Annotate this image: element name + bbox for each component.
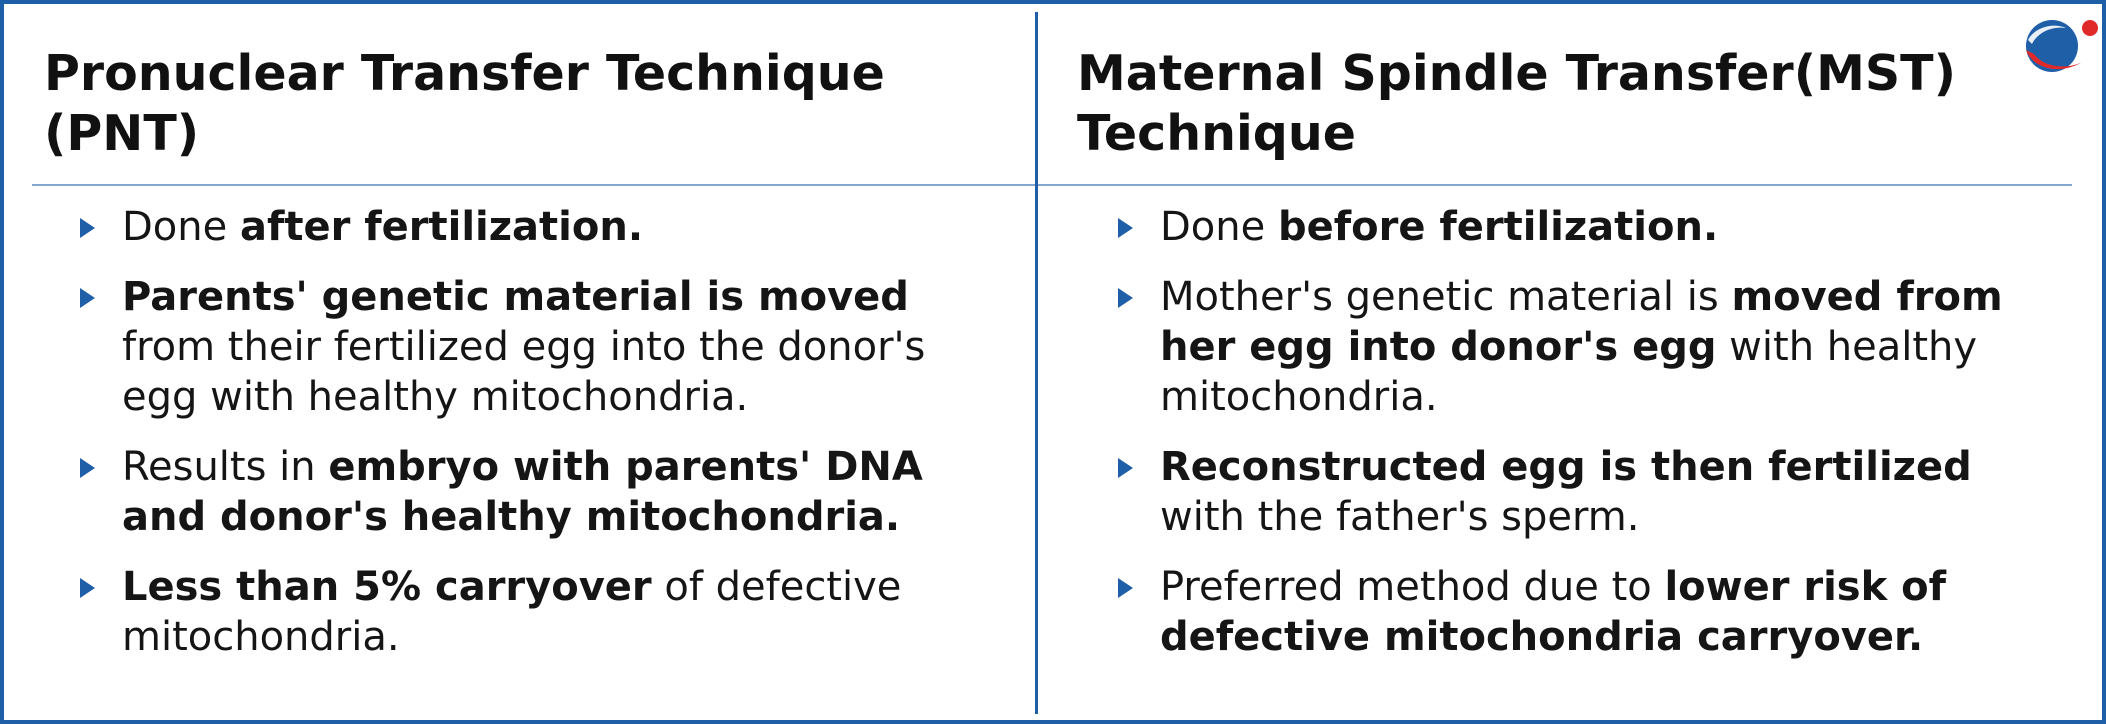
bullet-text: with the father's sperm. <box>1160 494 1640 540</box>
bullet-triangle-icon <box>1118 458 1133 478</box>
mst-bullet-list <box>1118 202 2038 682</box>
bullet-text: Done <box>1160 204 1278 250</box>
bullet-triangle-icon <box>1118 218 1133 238</box>
bullet-triangle-icon <box>1118 578 1133 598</box>
brand-logo-icon <box>2012 10 2104 84</box>
mst-bullet-item <box>1118 442 2038 542</box>
bullet-triangle-icon <box>80 288 95 308</box>
pnt-bullet-item <box>80 442 1000 542</box>
bullet-triangle-icon <box>80 578 95 598</box>
bullet-text-bold: before fertilization. <box>1277 204 1719 250</box>
mst-heading: Maternal Spindle Transfer(MST) Technique <box>1077 45 1956 162</box>
bullet-text: Mother's genetic material is <box>1160 274 1732 320</box>
pnt-bullet-item <box>80 562 1000 662</box>
bullet-text-bold: Reconstructed egg is then fertilized <box>1160 444 1972 490</box>
bullet-text: Preferred method due to <box>1160 564 1665 610</box>
bullet-text-bold: after fertilization. <box>239 204 644 250</box>
bullet-triangle-icon <box>80 218 95 238</box>
bullet-text: Results in <box>122 444 329 490</box>
pnt-bullet-list <box>80 202 1000 682</box>
pnt-heading: Pronuclear Transfer Technique (PNT) <box>44 45 885 162</box>
header-divider <box>32 184 2072 186</box>
bullet-text-bold: Parents' genetic material is moved <box>122 274 909 320</box>
bullet-text-bold: embryo with parents' DNA and donor's healthy mitochondria. <box>122 444 923 540</box>
bullet-text-bold: lower risk of defective mitochondria carryover. <box>1160 564 1947 660</box>
bullet-text: with healthy mitochondria. <box>1160 324 1978 420</box>
bullet-text-bold: moved from her egg into donor's egg <box>1160 274 2003 370</box>
pnt-bullet-item <box>80 202 1000 252</box>
bullet-triangle-icon <box>1118 288 1133 308</box>
pnt-bullet-item <box>80 272 1000 422</box>
column-divider <box>1035 12 1038 714</box>
bullet-text: Done <box>122 204 240 250</box>
bullet-text: from their fertilized egg into the donor's egg with healthy mitochondria. <box>122 324 926 420</box>
mst-bullet-item <box>1118 202 2038 252</box>
bullet-text-bold: Less than 5% carryover <box>122 564 652 610</box>
mst-bullet-item <box>1118 562 2038 662</box>
bullet-triangle-icon <box>80 458 95 478</box>
mst-bullet-item <box>1118 272 2038 422</box>
bullet-text: of defective mitochondria. <box>122 564 902 660</box>
